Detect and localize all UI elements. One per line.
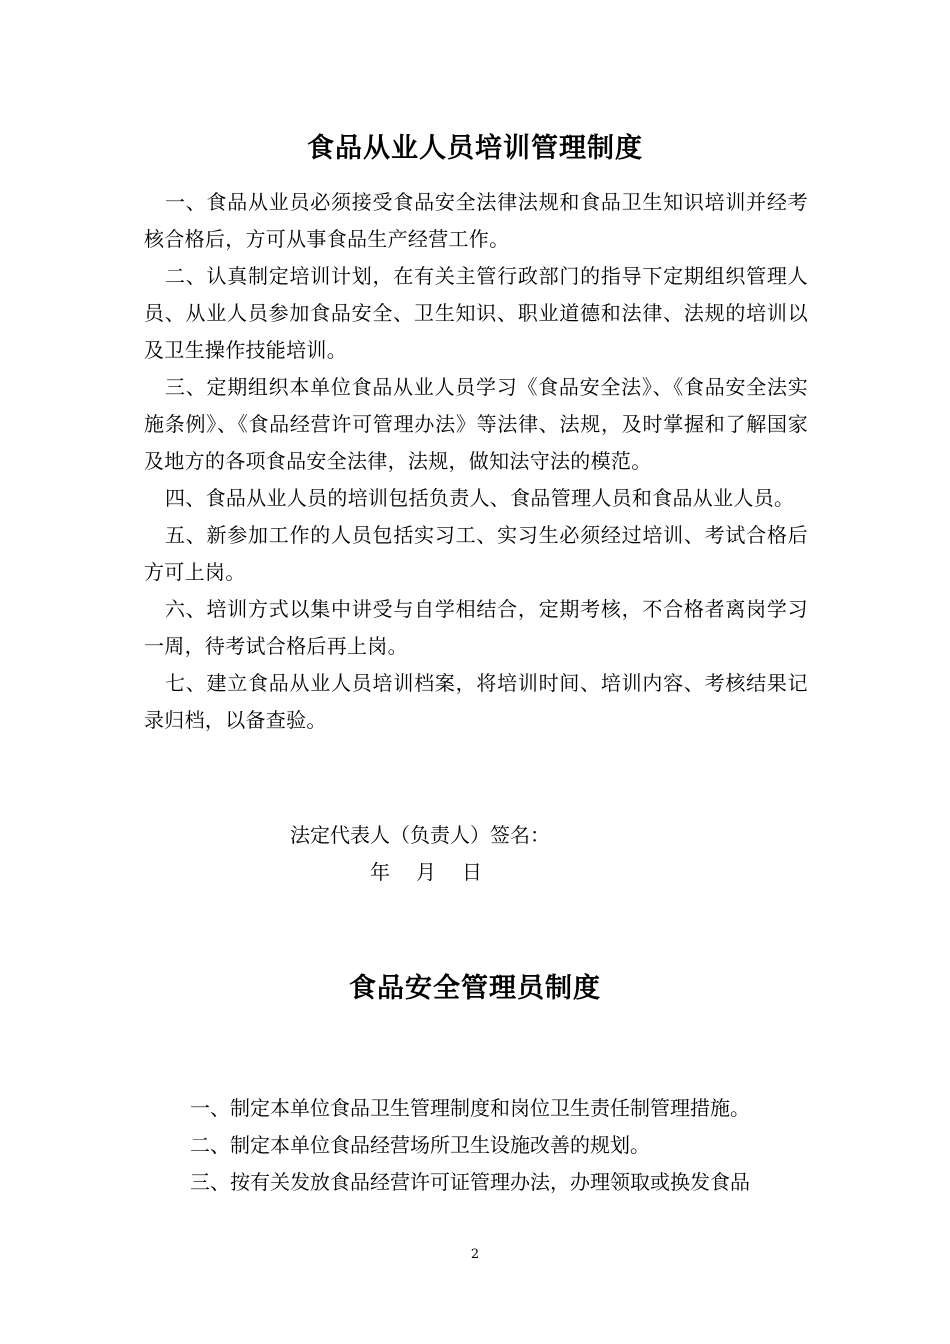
section1-paragraph-1: 一、食品从业员必须接受食品安全法律法规和食品卫生知识培训并经考核合格后，方可从事食品生产经营工作。 xyxy=(144,190,808,251)
section2-item-2: 二、制定本单位食品经营场所卫生设施改善的规划。 xyxy=(190,1133,650,1157)
section2-item-3: 三、按有关发放食品经营许可证管理办法，办理领取或换发食品 xyxy=(190,1170,750,1194)
signature-date xyxy=(370,855,482,889)
section1-paragraph-4: 四、食品从业人员的培训包括负责人、食品管理人员和食品从业人员。 xyxy=(165,486,795,510)
section1-paragraph-3: 三、定期组织本单位食品从业人员学习《食品安全法》、《食品安全法实施条例》、《食品经营许可管理办法》等法律、法规，及时掌握和了解国家及地方的各项食品安全法律，法规，做知法守法的模范。 xyxy=(144,375,808,473)
signature-label: 法定代表人（负责人）签名： xyxy=(290,823,550,847)
section1-body xyxy=(144,184,808,739)
section1-paragraph-5: 五、新参加工作的人员包括实习工、实习生必须经过培训、考试合格后方可上岗。 xyxy=(144,523,808,584)
date-year-label: 年 xyxy=(370,860,390,884)
section2-body xyxy=(190,1090,810,1201)
section2-title: 食品安全管理员制度 xyxy=(349,973,601,1004)
section1-title: 食品从业人员培训管理制度 xyxy=(307,133,643,164)
section1-paragraph-2: 二、认真制定培训计划，在有关主管行政部门的指导下定期组织管理人员、从业人员参加食品安全、卫生知识、职业道德和法律、法规的培训以及卫生操作技能培训。 xyxy=(144,264,808,362)
section1-paragraph-7: 七、建立食品从业人员培训档案，将培训时间、培训内容、考核结果记录归档，以备查验。 xyxy=(144,671,808,732)
page-number: 2 xyxy=(470,1247,480,1262)
section1-paragraph-6: 六、培训方式以集中讲受与自学相结合，定期考核，不合格者离岗学习一周，待考试合格后再上岗。 xyxy=(144,597,808,658)
section2-item-1: 一、制定本单位食品卫生管理制度和岗位卫生责任制管理措施。 xyxy=(190,1096,750,1120)
date-day-label: 日 xyxy=(462,860,482,884)
date-month-label: 月 xyxy=(416,860,436,884)
